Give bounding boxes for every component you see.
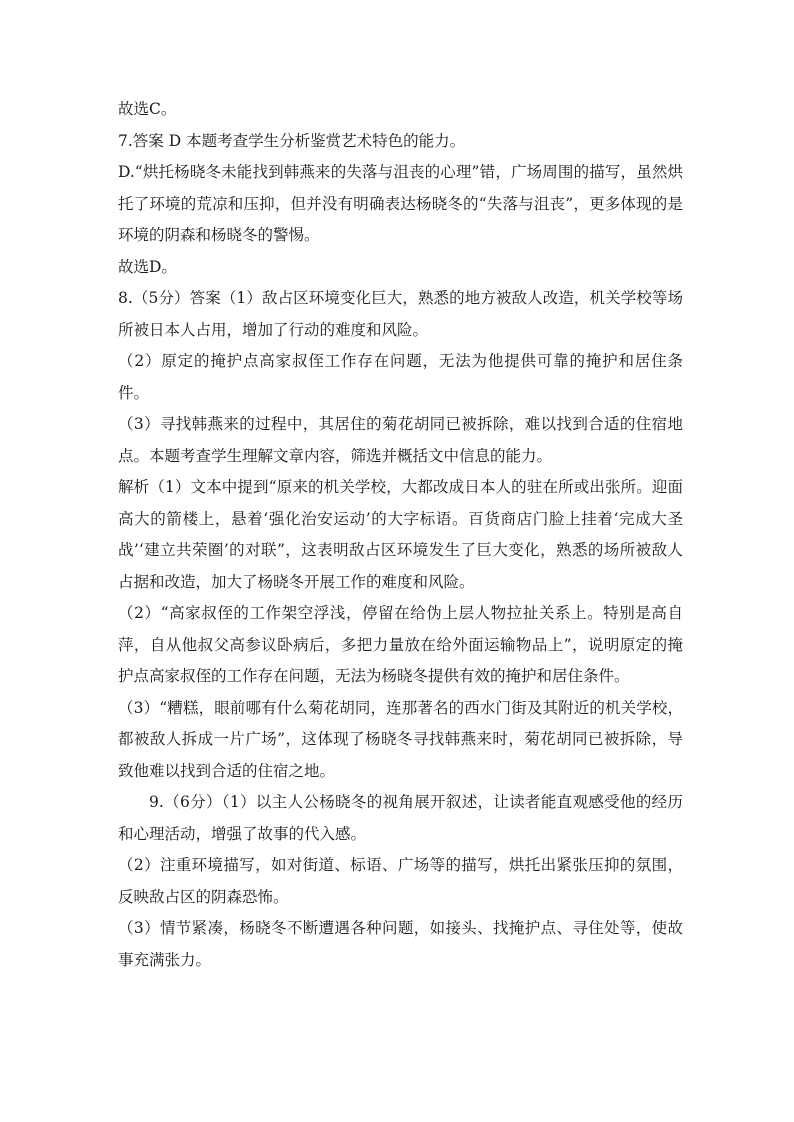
paragraph-q8-analysis-2: （2）“高家叔侄的工作架空浮浅，停留在给伪上层人物拉扯关系上。特别是高自萍，自从他叔父高参议卧病后，多把力量放在给外面运输物品上”，说明原定的掩护点高家叔侄的工作存在问题，无法为杨晓冬提供有效的掩护和居住条件。 xyxy=(118,604,683,685)
paragraph-q9-answer-2: （2）注重环境描写，如对街道、标语、广场等的描写，烘托出紧张压抑的氛围，反映敌占区的阴森恐怖。 xyxy=(118,856,683,906)
paragraph-q7-explanation: D.“烘托杨晓冬未能找到韩燕来的失落与沮丧的心理”错，广场周围的描写，虽然烘托了环境的荒凉和压抑，但并没有明确表达杨晓冬的“失落与沮丧”，更多体现的是环境的阴森和杨晓冬的警惕。 xyxy=(118,163,683,244)
paragraph-q9-answer-1: 9.（6分）（1）以主人公杨晓冬的视角展开叙述，让读者能直观感受他的经历和心理活动，增强了故事的代入感。 xyxy=(118,793,683,843)
paragraph-q8-analysis-1: 解析（1）文本中提到“原来的机关学校，大都改成日本人的驻在所或出张所。迎面高大的箭楼上，悬着‘强化治安运动’的大字标语。百货商店门脸上挂着‘完成大圣战’‘建立共荣圈’的对联”，这表明敌占区环境发生了巨大变化，熟悉的场所被敌人占据和改造，加大了杨晓冬开展工作的难度和风险。 xyxy=(118,478,683,591)
paragraph-q6-conclusion: 故选C。 xyxy=(118,100,177,118)
paragraph-q8-answer-1: 8.（5分）答案（1）敌占区环境变化巨大，熟悉的地方被敌人改造，机关学校等场所被日本人占用，增加了行动的难度和风险。 xyxy=(118,289,683,339)
paragraph-q8-answer-3: （3）寻找韩燕来的过程中，其居住的菊花胡同已被拆除，难以找到合适的住宿地点。本题考查学生理解文章内容，筛选并概括文中信息的能力。 xyxy=(118,415,683,465)
paragraph-q7-answer: 7.答案 D 本题考查学生分析鉴赏艺术特色的能力。 xyxy=(118,131,466,150)
paragraph-q7-conclusion: 故选D。 xyxy=(118,257,177,276)
paragraph-q9-answer-3: （3）情节紧凑，杨晓冬不断遭遇各种问题，如接头、找掩护点、寻住处等，使故事充满张力。 xyxy=(118,919,683,969)
answer-text-body xyxy=(118,94,683,976)
paragraph-q8-answer-2: （2）原定的掩护点高家叔侄工作存在问题，无法为他提供可靠的掩护和居住条件。 xyxy=(118,352,683,402)
paragraph-q8-analysis-3: （3）“糟糕，眼前哪有什么菊花胡同，连那著名的西水门街及其附近的机关学校，都被敌人拆成一片广场”，这体现了杨晓冬寻找韩燕来时，菊花胡同已被拆除，导致他难以找到合适的住宿之地。 xyxy=(118,698,683,780)
